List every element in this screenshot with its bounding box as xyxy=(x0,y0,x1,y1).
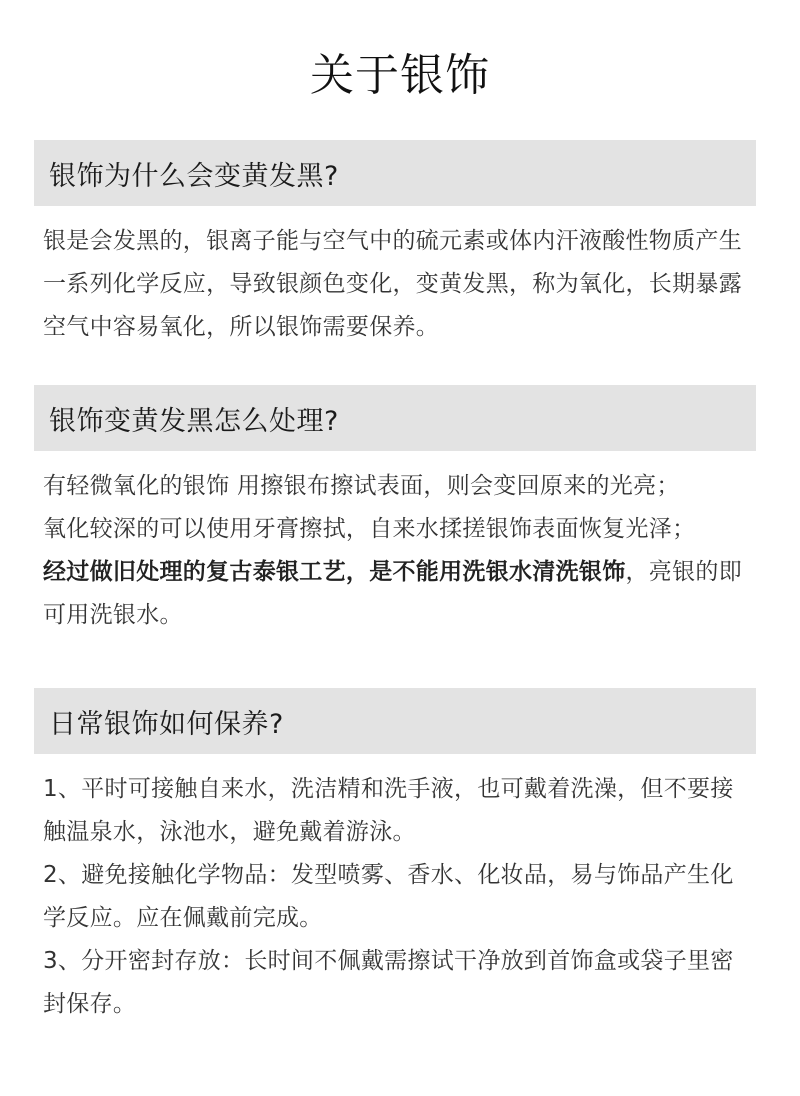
section-header xyxy=(34,140,756,206)
section-body xyxy=(34,465,756,637)
section-body xyxy=(34,220,756,349)
warning-bold-text: 经过做旧处理的复古泰银工艺，是不能用洗银水清洗银饰 xyxy=(43,559,626,585)
list-item: 2、避免接触化学物品：发型喷雾、香水、化妆品，易与饰品产生化学反应。应在佩戴前完成。 xyxy=(43,862,734,931)
section-heading: 银饰变黄发黑怎么处理? xyxy=(49,405,339,437)
section-heading: 银饰为什么会变黄发黑? xyxy=(49,160,339,192)
section-why-tarnish xyxy=(34,140,756,349)
section-header xyxy=(34,385,756,451)
section-how-to-treat xyxy=(34,385,756,637)
warning-paragraph xyxy=(43,551,754,637)
page-title: 关于银饰 xyxy=(310,50,490,101)
paragraph: 氧化较深的可以使用牙膏擦拭，自来水揉搓银饰表面恢复光泽； xyxy=(43,516,696,542)
warning-rest-text: ，亮银的即可用洗银水。 xyxy=(43,559,742,628)
section-body xyxy=(34,768,756,1026)
list-item: 1、平时可接触自来水，洗洁精和洗手液，也可戴着洗澡，但不要接触温泉水，泳池水，避免戴着游泳。 xyxy=(43,776,734,845)
section-daily-care xyxy=(34,688,756,1026)
section-header xyxy=(34,688,756,754)
paragraph: 银是会发黑的，银离子能与空气中的硫元素或体内汗液酸性物质产生一系列化学反应，导致银颜色变化，变黄发黑，称为氧化，长期暴露空气中容易氧化，所以银饰需要保养。 xyxy=(43,228,742,340)
paragraph: 有轻微氧化的银饰 用擦银布擦试表面，则会变回原来的光亮； xyxy=(43,473,680,499)
list-item: 3、分开密封存放：长时间不佩戴需擦试干净放到首饰盒或袋子里密封保存。 xyxy=(43,948,734,1017)
section-heading: 日常银饰如何保养? xyxy=(49,708,284,740)
